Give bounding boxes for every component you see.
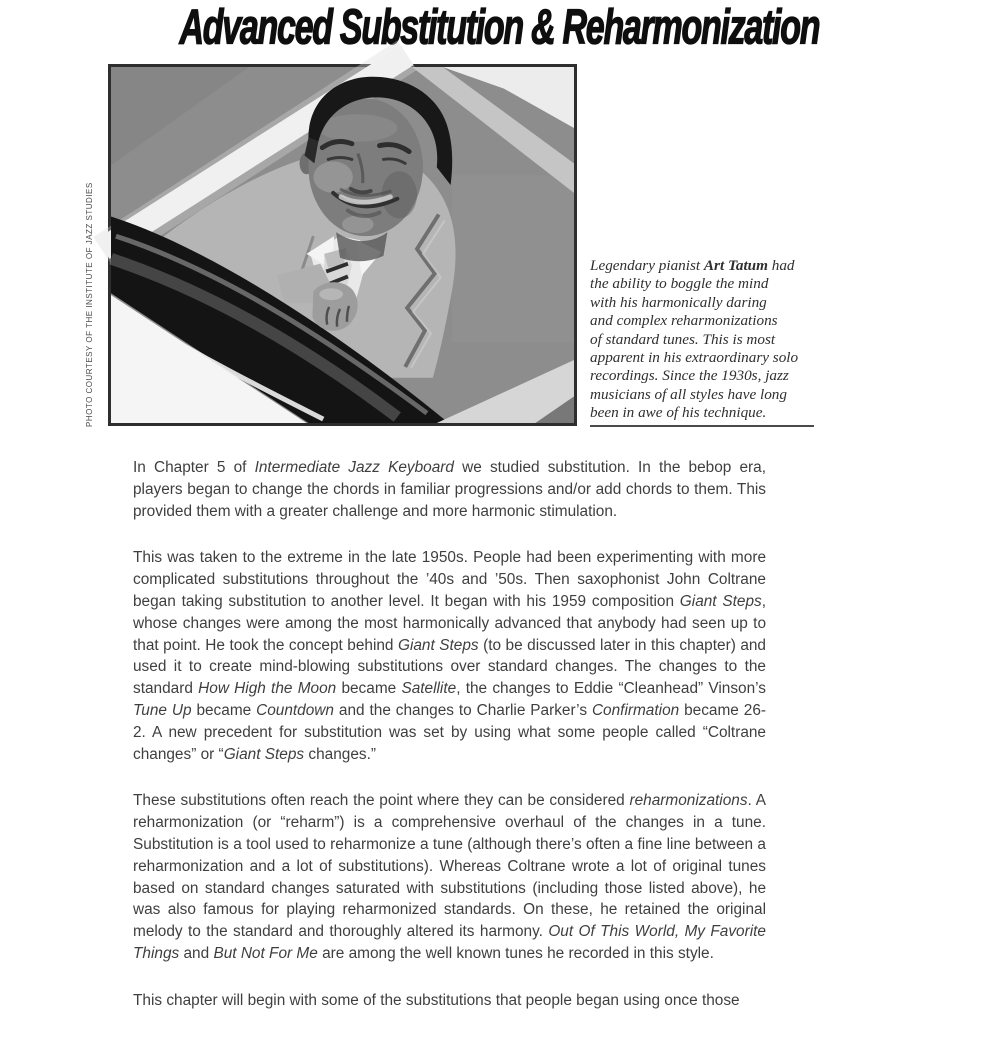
art-tatum-photo — [108, 64, 577, 426]
paragraph-4: This chapter will begin with some of the substitutions that people began using once those — [133, 991, 740, 1009]
photo-credit: PHOTO COURTESY OF THE INSTITUTE OF JAZZ STUDIES — [85, 182, 94, 427]
forehead-highlight — [318, 114, 397, 142]
paragraph-1: In Chapter 5 of Intermediate Jazz Keyboard we studied substitution. In the bebop era, players began to change the chords in familiar progressions and/or add chords to them. This provided them with a greater challenge and more harmonic stimulation. — [133, 459, 767, 520]
cheek-highlight — [313, 161, 352, 192]
jaw-shadow — [381, 171, 417, 218]
body-text — [133, 457, 766, 1037]
page-title — [0, 0, 999, 61]
page-title-text: Advanced Substitution & Reharmonization — [179, 0, 820, 55]
photo-caption: Legendary pianist Art Tatum had the ability to boggle the mind with his harmonically daring and complex reharmonizations of standard tunes. This is most apparent in his extraordinary solo recordings. Since the 1930s, jazz musicians of all styles have long been in awe of his technique. — [590, 257, 814, 427]
art-tatum-photo-illustration — [111, 67, 574, 423]
chin-highlight — [342, 215, 374, 233]
paragraph-2: This was taken to the extreme in the late 1950s. People had been experimenting with more complicated substitutions throughout the ’40s and ’50s. Then saxophonist John Coltrane began taking substitution to another level. It began with his 1959 composition Giant Steps, whose changes were among the most harmonically advanced that anybody had seen up to that point. He took the concept behind Giant Steps (to be discussed later in this chapter) and used it to create mind-blowing substitutions over standard changes. The changes to the standard How High the Moon became Satellite, the changes to Eddie “Cleanhead” Vinson’s Tune Up became Countdown and the changes to Charlie Parker’s Confirmation became 26-2. A new precedent for substitution was set by using what some people called “Coltrane changes” or “Giant Steps changes.” — [133, 549, 767, 763]
background-light-area — [452, 175, 574, 342]
knuckle-highlight — [319, 288, 343, 300]
paragraph-3: These substitutions often reach the point where they can be considered reharmonizations. A reharmonization (or “reharm”) is a comprehensive overhaul of the changes in a tune. Substitution is a tool used to reharmonize a tune (although there’s often a fine line between a reharmonization and a lot of substitutions). Whereas Coltrane wrote a lot of original tunes based on standard changes saturated with substitutions (including those listed above), he was also famous for playing reharmonized standards. On these, he retained the original melody to the standard and thoroughly altered its harmony. Out Of This World, My Favorite Things and But Not For Me are among the well known tunes he recorded in this style. — [133, 792, 766, 962]
